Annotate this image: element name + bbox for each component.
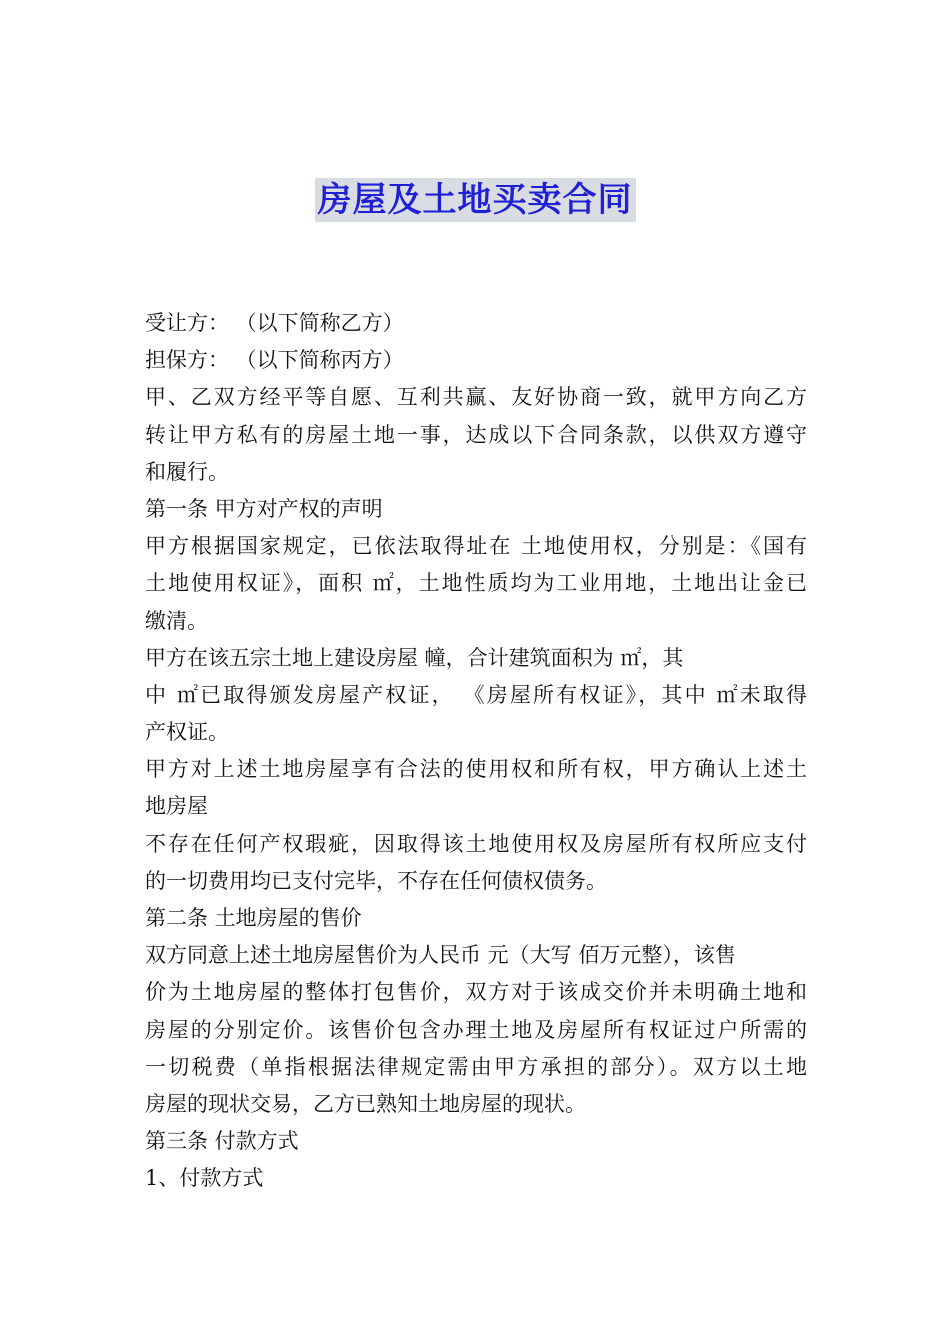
text-line: 不存在任何产权瑕疵，因取得该土地使用权及房屋所有权所应支付 [145,831,807,856]
text-line: 甲、乙双方经平等自愿、互利共赢、友好协商一致，就甲方向乙方 [145,385,807,410]
text-line: 甲方在该五宗土地上建设房屋 幢，合计建筑面积为 ㎡，其 [145,645,684,670]
document-body [145,305,807,1198]
text-line: 甲方根据国家规定，已依法取得址在 土地使用权，分别是：《国有 [145,534,807,559]
text-line: 双方同意上述土地房屋售价为人民币 元（大写 佰万元整），该售 [145,943,736,968]
text-line: 房屋的分别定价。该售价包含办理土地及房屋所有权证过户所需的 [145,1017,807,1042]
text-line: 中 ㎡已取得颁发房屋产权证， 《房屋所有权证》，其中 ㎡未取得 [145,682,807,707]
document-title: 房屋及土地买卖合同 [315,178,636,222]
text-line: 担保方： （以下简称丙方） [145,348,404,373]
text-line: 缴清。 [145,608,208,633]
title-container [0,178,950,222]
text-line: 地房屋 [145,794,208,819]
text-line: 第三条 付款方式 [145,1129,299,1154]
text-line: 和履行。 [145,459,229,484]
text-line: 甲方对上述土地房屋享有合法的使用权和所有权，甲方确认上述土 [145,757,807,782]
text-line: 第一条 甲方对产权的声明 [145,496,383,521]
text-line: 产权证。 [145,720,229,745]
text-line: 一切税费（单指根据法律规定需由甲方承担的部分）。双方以土地 [145,1054,807,1079]
text-line: 价为土地房屋的整体打包售价，双方对于该成交价并未明确土地和 [145,980,807,1005]
text-line: 房屋的现状交易，乙方已熟知土地房屋的现状。 [145,1091,586,1116]
text-line: 的一切费用均已支付完毕，不存在任何债权债务。 [145,868,607,893]
text-line: 受让方： （以下简称乙方） [145,311,404,335]
text-line: 转让甲方私有的房屋土地一事，达成以下合同条款，以供双方遵守 [145,422,807,447]
text-line: 土地使用权证》，面积 ㎡，土地性质均为工业用地，土地出让金已 [145,571,807,596]
text-line: 1、付款方式 [145,1166,264,1191]
text-line: 第二条 土地房屋的售价 [145,906,362,930]
